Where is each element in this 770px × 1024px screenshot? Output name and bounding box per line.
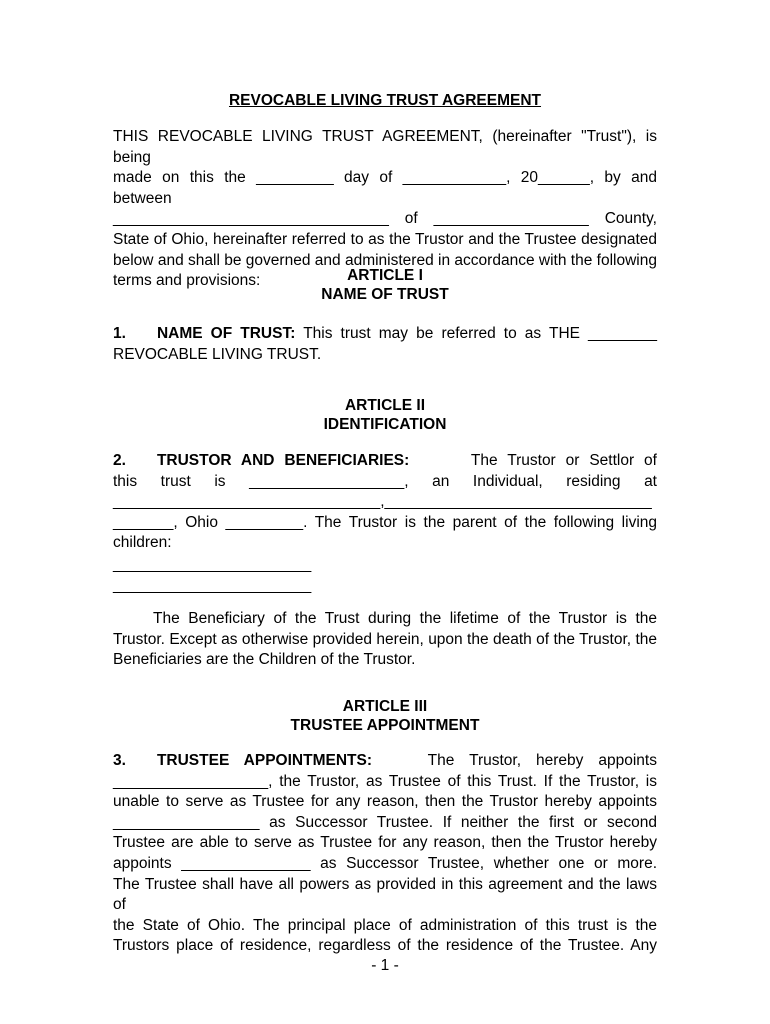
- paragraph-line: terms and provisions:: [113, 272, 261, 290]
- children-blank-lines: [113, 555, 657, 596]
- section-body-line: [113, 324, 657, 345]
- section-number: 3.: [113, 752, 126, 769]
- section-body-line: __________________, the Trustor, as Trustee of this Trust. If the Trustor, is: [113, 772, 657, 790]
- section-heading: TRUSTEE APPOINTMENTS:: [156, 752, 372, 769]
- beneficiary-paragraph: [113, 609, 657, 671]
- section-heading: TRUSTOR AND BENEFICIARIES:: [156, 452, 410, 469]
- paragraph-line: THIS REVOCABLE LIVING TRUST AGREEMENT, (hereinafter "Trust"), is being: [113, 128, 657, 166]
- paragraph-line: below and shall be governed and administered in accordance with the following: [113, 251, 657, 269]
- page-number: - 1 -: [371, 957, 399, 974]
- article-title-line: TRUSTEE APPOINTMENT: [290, 716, 480, 734]
- paragraph-line: Trustor. Except as otherwise provided herein, upon the death of the Trustor, the: [113, 630, 657, 648]
- article-title-line: IDENTIFICATION: [323, 415, 447, 433]
- section-text: The Trustor or Settlor of: [470, 452, 657, 469]
- paragraph-line: Beneficiaries are the Children of the Trustor.: [113, 651, 416, 669]
- section-body-line: REVOCABLE LIVING TRUST.: [113, 345, 322, 363]
- article-number-line: ARTICLE I: [347, 267, 423, 284]
- section-body-line: children:: [113, 534, 172, 552]
- article-1-heading: [113, 267, 657, 304]
- section-1-paragraph: [113, 324, 657, 365]
- article-number-line: ARTICLE III: [342, 698, 428, 715]
- article-3-heading: [113, 698, 657, 735]
- section-body-line: [113, 451, 657, 472]
- section-2-paragraph: [113, 451, 657, 554]
- section-heading: NAME OF TRUST:: [156, 325, 296, 342]
- section-body-line: The Trustee shall have all powers as provided in this agreement and the laws of: [113, 875, 657, 914]
- section-text: The Trustor, hereby appoints: [427, 752, 657, 769]
- section-body-line: unable to serve as Trustee for any reason, then the Trustor hereby appoints: [113, 793, 657, 811]
- section-number: 2.: [113, 452, 126, 469]
- section-body-line: Trustors place of residence, regardless of the residence of the Trustee. Any: [113, 937, 657, 955]
- section-3-paragraph: [113, 751, 657, 957]
- blank-field-line: _______________________________,_______________________________: [113, 493, 652, 511]
- section-body-line: appoints _______________ as Successor Trustee, whether one or more.: [113, 854, 657, 872]
- section-body-line: the State of Ohio. The principal place of administration of this trust is the: [113, 916, 657, 934]
- section-body-line: [113, 751, 657, 772]
- paragraph-line: ________________________________ of __________________ County,: [113, 210, 657, 228]
- document-title: REVOCABLE LIVING TRUST AGREEMENT: [228, 92, 542, 109]
- section-body-line: this trust is __________________, an Individual, residing at: [113, 472, 657, 490]
- article-title-line: NAME OF TRUST: [321, 285, 449, 303]
- section-text: This trust may be referred to as THE ________: [303, 325, 658, 342]
- article-2-heading: [113, 397, 657, 434]
- paragraph-line: The Beneficiary of the Trust during the lifetime of the Trustor is the: [153, 610, 657, 627]
- section-body-line: Trustee are able to serve as Trustee for any reason, then the Trustor hereby: [113, 834, 657, 852]
- paragraph-line: made on this the _________ day of ____________, 20______, by and between: [113, 169, 657, 207]
- children-blank-line: _______________________: [113, 556, 312, 573]
- section-body-line: _________________ as Successor Trustee. If neither the first or second: [113, 813, 657, 831]
- section-number: 1.: [113, 325, 126, 342]
- section-body-line: _______, Ohio _________. The Trustor is the parent of the following living: [113, 513, 657, 531]
- children-blank-line: _______________________: [113, 576, 312, 594]
- paragraph-line: State of Ohio, hereinafter referred to as the Trustor and the Trustee designated: [113, 230, 657, 248]
- article-number-line: ARTICLE II: [344, 397, 426, 414]
